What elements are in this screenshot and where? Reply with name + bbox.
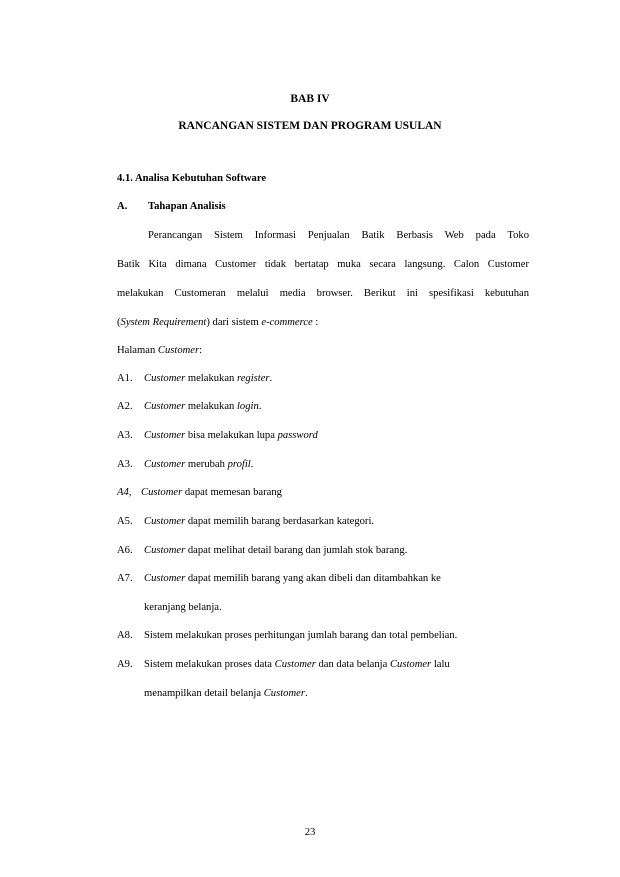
- list-item: A4,: [117, 487, 132, 498]
- list-item-text: Customer melakukan register.: [144, 373, 273, 384]
- section-heading: 4.1. Analisa Kebutuhan Software: [117, 173, 267, 184]
- list-item: A6.: [117, 545, 133, 556]
- intro-line-4: (System Requirement) dari sistem e-commerce :: [117, 317, 319, 328]
- subsection-letter: A.: [117, 201, 128, 212]
- list-item: A3.: [117, 430, 133, 441]
- list-item: A8.: [117, 630, 133, 641]
- list-item-text: Customer melakukan login.: [144, 401, 262, 412]
- intro-line-3: melakukan Customeran melalui media browser. Berikut ini spesifikasi kebutuhan: [117, 288, 529, 299]
- list-item: A2.: [117, 401, 133, 412]
- list-item-text: Customer merubah profil.: [144, 459, 254, 470]
- list-item-continuation: keranjang belanja.: [144, 602, 222, 613]
- list-item-text: Sistem melakukan proses data Customer dan data belanja Customer lalu: [144, 659, 450, 670]
- halaman-customer-label: Halaman Customer:: [117, 345, 203, 356]
- list-item: A1.: [117, 373, 133, 384]
- list-item-text: Customer dapat memilih barang berdasarkan kategori.: [144, 516, 375, 527]
- list-item: A9.: [117, 659, 133, 670]
- list-item-text: Sistem melakukan proses perhitungan jumlah barang dan total pembelian.: [144, 630, 458, 641]
- list-item-text: Customer bisa melakukan lupa password: [144, 430, 318, 441]
- list-item-continuation: menampilkan detail belanja Customer.: [144, 688, 308, 699]
- page-number: 23: [304, 827, 316, 838]
- list-item-text: Customer dapat memesan barang: [141, 487, 282, 498]
- list-item-text: Customer dapat melihat detail barang dan jumlah stok barang.: [144, 545, 408, 556]
- list-item: A5.: [117, 516, 133, 527]
- list-item: A3.: [117, 459, 133, 470]
- intro-line-1: Perancangan Sistem Informasi Penjualan Batik Berbasis Web pada Toko: [148, 230, 529, 241]
- chapter-title: RANCANGAN SISTEM DAN PROGRAM USULAN: [178, 120, 442, 132]
- intro-line-2: Batik Kita dimana Customer tidak bertatap muka secara langsung. Calon Customer: [117, 259, 529, 270]
- list-item-text: Customer dapat memilih barang yang akan dibeli dan ditambahkan ke: [144, 573, 441, 584]
- subsection-title: Tahapan Analisis: [148, 201, 226, 212]
- chapter-number: BAB IV: [290, 93, 330, 105]
- list-item: A7.: [117, 573, 133, 584]
